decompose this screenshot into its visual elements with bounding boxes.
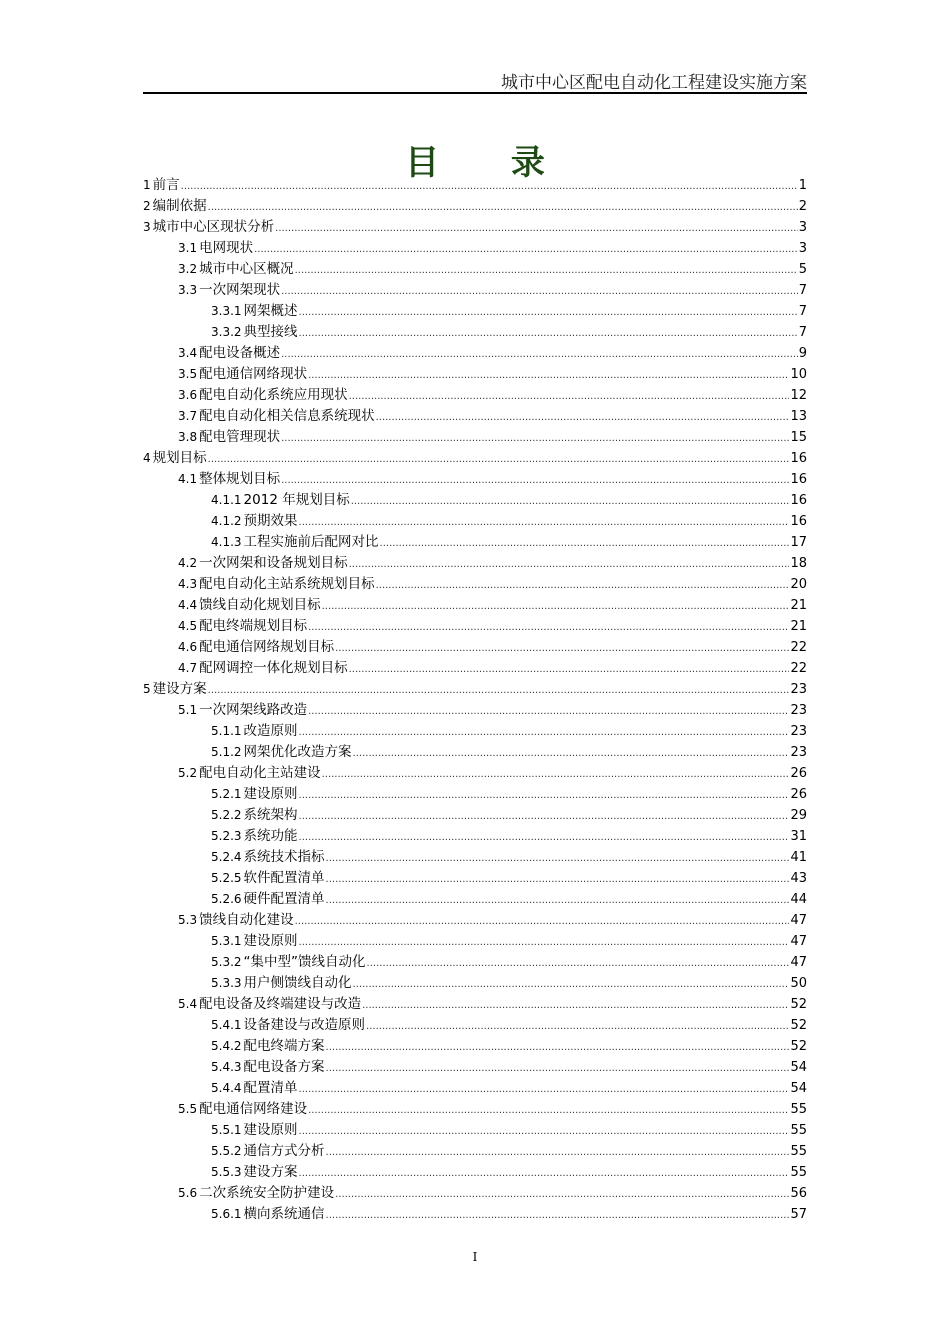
- toc-entry-title: 典型接线: [243, 324, 298, 340]
- toc-entry-title: 城市中心区现状分析: [152, 219, 275, 235]
- toc-entry-number: 5.4.1: [211, 1018, 242, 1032]
- toc-entry-page: 26: [790, 787, 807, 802]
- toc-entry-number: 3.8: [178, 430, 198, 444]
- toc-entry-number: 2: [143, 199, 151, 213]
- toc-entry-page: 7: [798, 283, 807, 298]
- toc-entry[interactable]: [143, 973, 807, 994]
- toc-entry-title: 配电通信网络现状: [199, 366, 308, 382]
- toc-entry[interactable]: [143, 532, 807, 553]
- toc-dot-leader: [308, 1100, 789, 1121]
- toc-entry-number: 5.5.2: [211, 1144, 242, 1158]
- toc-dot-leader: [353, 974, 790, 995]
- toc-entry[interactable]: [143, 364, 807, 385]
- toc-entry-number: 3.6: [178, 388, 198, 402]
- toc-entry-page: 5: [798, 262, 807, 277]
- toc-entry-title: 预期效果: [243, 513, 298, 529]
- toc-dot-leader: [299, 323, 798, 344]
- toc-entry-page: 10: [790, 367, 807, 382]
- toc-entry-number: 4.1.3: [211, 535, 242, 549]
- toc-dot-leader: [326, 1058, 790, 1079]
- toc-dot-leader: [299, 512, 790, 533]
- toc-entry-number: 5.4.4: [211, 1081, 242, 1095]
- toc-entry[interactable]: [143, 574, 807, 595]
- toc-entry-page: 29: [790, 808, 807, 823]
- toc-entry-title: 配电终端规划目标: [199, 618, 308, 634]
- toc-entry-title: 配电设备及终端建设与改造: [199, 996, 362, 1012]
- toc-entry-page: 22: [790, 640, 807, 655]
- toc-entry-number: 5.3.2: [211, 955, 242, 969]
- toc-entry[interactable]: [143, 994, 807, 1015]
- toc-entry-page: 41: [790, 850, 807, 865]
- toc-entry[interactable]: [143, 196, 807, 217]
- toc-entry[interactable]: [143, 1204, 807, 1225]
- toc-entry-page: 21: [790, 619, 807, 634]
- toc-entry-number: 5.1: [178, 703, 198, 717]
- toc-entry-number: 5: [143, 682, 151, 696]
- toc-entry-title: 工程实施前后配网对比: [243, 534, 379, 550]
- toc-entry-page: 23: [790, 745, 807, 760]
- toc-entry-page: 55: [790, 1165, 807, 1180]
- toc-entry-number: 5.2.6: [211, 892, 242, 906]
- toc-entry-title: 馈线自动化建设: [199, 912, 294, 928]
- toc-dot-leader: [335, 638, 789, 659]
- toc-entry[interactable]: [143, 1120, 807, 1141]
- toc-entry-page: 54: [790, 1081, 807, 1096]
- toc-entry[interactable]: [143, 1015, 807, 1036]
- toc-dot-leader: [353, 743, 790, 764]
- toc-entry-title: 配电终端方案: [243, 1038, 325, 1054]
- toc-entry-title: 配电通信网络规划目标: [199, 639, 335, 655]
- toc-dot-leader: [322, 596, 790, 617]
- toc-entry-number: 3.3.2: [211, 325, 242, 339]
- toc-dot-leader: [366, 1016, 789, 1037]
- toc-entry-number: 4.4: [178, 598, 198, 612]
- toc-dot-leader: [299, 1079, 790, 1100]
- toc-entry-number: 5.2.5: [211, 871, 242, 885]
- toc-entry-number: 5.1.1: [211, 724, 242, 738]
- toc-entry-title: 配电自动化主站建设: [199, 765, 321, 781]
- toc-entry-number: 5.3: [178, 913, 198, 927]
- toc-entry[interactable]: [143, 889, 807, 910]
- toc-dot-leader: [349, 554, 790, 575]
- toc-entry-number: 3.5: [178, 367, 198, 381]
- toc-entry-title: 配电设备概述: [199, 345, 281, 361]
- toc-entry[interactable]: [143, 280, 807, 301]
- toc-entry-title: 系统架构: [243, 807, 298, 823]
- toc-entry-number: 4.2: [178, 556, 198, 570]
- toc-entry[interactable]: [143, 805, 807, 826]
- table-of-contents: [143, 175, 807, 1225]
- toc-entry[interactable]: [143, 847, 807, 868]
- toc-entry-number: 5.5.3: [211, 1165, 242, 1179]
- toc-entry-title: 配电自动化系统应用现状: [199, 387, 348, 403]
- toc-dot-leader: [308, 701, 789, 722]
- toc-entry-page: 31: [790, 829, 807, 844]
- toc-entry-page: 16: [790, 451, 807, 466]
- toc-dot-leader: [326, 1037, 790, 1058]
- toc-dot-leader: [281, 281, 798, 302]
- toc-entry-page: 1: [798, 178, 807, 193]
- toc-entry[interactable]: [143, 1057, 807, 1078]
- toc-dot-leader: [349, 386, 790, 407]
- toc-entry-title: 配电自动化主站系统规划目标: [199, 576, 375, 592]
- toc-entry-page: 7: [798, 304, 807, 319]
- toc-entry[interactable]: [143, 343, 807, 364]
- toc-entry-page: 18: [790, 556, 807, 571]
- toc-dot-leader: [281, 470, 789, 491]
- toc-dot-leader: [380, 533, 790, 554]
- toc-entry-number: 5.4.3: [211, 1060, 242, 1074]
- toc-entry-page: 21: [790, 598, 807, 613]
- toc-entry-number: 5.2.1: [211, 787, 242, 801]
- toc-entry[interactable]: [143, 1162, 807, 1183]
- toc-entry-title: 系统技术指标: [243, 849, 325, 865]
- toc-entry-number: 4: [143, 451, 151, 465]
- toc-entry-page: 23: [790, 682, 807, 697]
- page-header: [143, 66, 807, 94]
- toc-entry[interactable]: [143, 469, 807, 490]
- toc-dot-leader: [376, 407, 790, 428]
- toc-entry[interactable]: [143, 322, 807, 343]
- toc-entry[interactable]: [143, 826, 807, 847]
- toc-entry-title: 用户侧馈线自动化: [243, 975, 352, 991]
- toc-entry[interactable]: [143, 763, 807, 784]
- toc-entry-page: 52: [790, 997, 807, 1012]
- toc-dot-leader: [299, 302, 798, 323]
- toc-dot-leader: [299, 722, 790, 743]
- toc-entry[interactable]: [143, 784, 807, 805]
- toc-entry[interactable]: [143, 259, 807, 280]
- toc-entry[interactable]: [143, 658, 807, 679]
- toc-entry-page: 52: [790, 1039, 807, 1054]
- toc-entry[interactable]: [143, 742, 807, 763]
- toc-dot-leader: [351, 491, 790, 512]
- toc-dot-leader: [275, 218, 798, 239]
- toc-entry-title: 网架优化改造方案: [243, 744, 352, 760]
- toc-entry-number: 5.4.2: [211, 1039, 242, 1053]
- toc-dot-leader: [281, 428, 789, 449]
- toc-entry[interactable]: [143, 721, 807, 742]
- toc-entry-title: 改造原则: [243, 723, 298, 739]
- toc-dot-leader: [326, 869, 790, 890]
- toc-entry-page: 12: [790, 388, 807, 403]
- toc-dot-leader: [208, 680, 790, 701]
- toc-entry-title: 规划目标: [152, 450, 207, 466]
- toc-entry-number: 4.1: [178, 472, 198, 486]
- toc-entry-number: 5.5.1: [211, 1123, 242, 1137]
- toc-entry[interactable]: [143, 679, 807, 700]
- toc-entry[interactable]: [143, 931, 807, 952]
- toc-entry[interactable]: [143, 385, 807, 406]
- toc-entry-page: 55: [790, 1102, 807, 1117]
- toc-entry-page: 57: [790, 1207, 807, 1222]
- toc-entry[interactable]: [143, 217, 807, 238]
- toc-entry[interactable]: [143, 448, 807, 469]
- toc-entry-number: 5.6: [178, 1186, 198, 1200]
- toc-entry-title: 2012 年规划目标: [243, 492, 350, 508]
- toc-entry-page: 55: [790, 1123, 807, 1138]
- toc-entry-title: 横向系统通信: [243, 1206, 325, 1222]
- toc-entry-title: 配网调控一体化规划目标: [199, 660, 348, 676]
- toc-entry-number: 5.3.3: [211, 976, 242, 990]
- toc-dot-leader: [299, 1163, 790, 1184]
- toc-dot-leader: [299, 806, 790, 827]
- toc-entry[interactable]: [143, 427, 807, 448]
- toc-entry-title: 配置清单: [243, 1080, 298, 1096]
- toc-entry-page: 47: [790, 934, 807, 949]
- toc-entry[interactable]: [143, 868, 807, 889]
- toc-entry-title: 电网现状: [199, 240, 254, 256]
- toc-entry-page: 44: [790, 892, 807, 907]
- toc-dot-leader: [367, 953, 790, 974]
- toc-dot-leader: [326, 848, 790, 869]
- toc-entry-title: 配电自动化相关信息系统现状: [199, 408, 375, 424]
- toc-entry[interactable]: [143, 301, 807, 322]
- toc-entry-page: 23: [790, 724, 807, 739]
- toc-dot-leader: [308, 617, 789, 638]
- toc-entry-title: 建设原则: [243, 933, 298, 949]
- toc-entry-page: 20: [790, 577, 807, 592]
- toc-entry-number: 5.5: [178, 1102, 198, 1116]
- toc-entry-page: 22: [790, 661, 807, 676]
- toc-entry-title: 硬件配置清单: [243, 891, 325, 907]
- toc-dot-leader: [299, 1121, 790, 1142]
- toc-entry-number: 4.6: [178, 640, 198, 654]
- toc-entry[interactable]: [143, 1036, 807, 1057]
- toc-entry-title: 馈线自动化规划目标: [199, 597, 321, 613]
- toc-entry-number: 3.7: [178, 409, 198, 423]
- toc-dot-leader: [335, 1184, 789, 1205]
- toc-entry-number: 5.2.3: [211, 829, 242, 843]
- toc-entry-page: 55: [790, 1144, 807, 1159]
- toc-entry-number: 5.6.1: [211, 1207, 242, 1221]
- toc-entry-page: 26: [790, 766, 807, 781]
- toc-entry-number: 4.1.2: [211, 514, 242, 528]
- toc-dot-leader: [208, 449, 790, 470]
- toc-entry-title: 前言: [152, 177, 180, 193]
- toc-entry-number: 3.3.1: [211, 304, 242, 318]
- toc-entry-number: 3.1: [178, 241, 198, 255]
- toc-entry-number: 4.3: [178, 577, 198, 591]
- toc-dot-leader: [295, 260, 798, 281]
- toc-entry-number: 1: [143, 178, 151, 192]
- toc-entry-number: 3: [143, 220, 151, 234]
- toc-dot-leader: [326, 1142, 790, 1163]
- toc-dot-leader: [299, 827, 790, 848]
- toc-entry-page: 16: [790, 493, 807, 508]
- header-title: 城市中心区配电自动化工程建设实施方案: [501, 73, 807, 93]
- toc-entry-number: 4.5: [178, 619, 198, 633]
- toc-entry-page: 43: [790, 871, 807, 886]
- toc-entry-title: “集中型”馈线自动化: [243, 954, 366, 970]
- toc-dot-leader: [299, 785, 790, 806]
- toc-entry[interactable]: [143, 1183, 807, 1204]
- toc-dot-leader: [208, 197, 798, 218]
- toc-entry[interactable]: [143, 511, 807, 532]
- toc-entry-number: 4.7: [178, 661, 198, 675]
- toc-dot-leader: [299, 932, 790, 953]
- toc-dot-leader: [254, 239, 798, 260]
- toc-entry[interactable]: [143, 406, 807, 427]
- toc-entry[interactable]: [143, 1099, 807, 1120]
- toc-entry-page: 7: [798, 325, 807, 340]
- toc-entry-number: 3.2: [178, 262, 198, 276]
- toc-entry-page: 2: [798, 199, 807, 214]
- toc-entry-title: 城市中心区概况: [199, 261, 294, 277]
- toc-dot-leader: [322, 764, 790, 785]
- toc-heading: 目 录: [405, 143, 575, 183]
- toc-entry-number: 5.2.2: [211, 808, 242, 822]
- toc-entry[interactable]: [143, 490, 807, 511]
- toc-dot-leader: [308, 365, 789, 386]
- toc-entry-page: 54: [790, 1060, 807, 1075]
- toc-entry[interactable]: [143, 553, 807, 574]
- toc-entry-page: 9: [798, 346, 807, 361]
- toc-dot-leader: [281, 344, 798, 365]
- toc-entry-page: 47: [790, 955, 807, 970]
- toc-entry[interactable]: [143, 238, 807, 259]
- toc-entry-page: 16: [790, 514, 807, 529]
- toc-entry-title: 通信方式分析: [243, 1143, 325, 1159]
- toc-entry[interactable]: [143, 1141, 807, 1162]
- toc-entry-page: 47: [790, 913, 807, 928]
- toc-dot-leader: [326, 1205, 790, 1226]
- toc-entry-page: 17: [790, 535, 807, 550]
- toc-entry-title: 配电通信网络建设: [199, 1101, 308, 1117]
- toc-entry-number: 5.2.4: [211, 850, 242, 864]
- toc-entry-page: 52: [790, 1018, 807, 1033]
- toc-entry[interactable]: [143, 175, 807, 196]
- toc-entry-title: 编制依据: [152, 198, 207, 214]
- toc-entry-number: 5.2: [178, 766, 198, 780]
- toc-entry-title: 网架概述: [243, 303, 298, 319]
- toc-entry[interactable]: [143, 616, 807, 637]
- toc-entry-page: 3: [798, 220, 807, 235]
- toc-entry-title: 设备建设与改造原则: [243, 1017, 366, 1033]
- toc-entry-title: 建设方案: [243, 1164, 298, 1180]
- toc-dot-leader: [181, 176, 798, 197]
- toc-entry-number: 3.3: [178, 283, 198, 297]
- toc-dot-leader: [295, 911, 790, 932]
- toc-entry-title: 软件配置清单: [243, 870, 325, 886]
- toc-entry-title: 建设原则: [243, 1122, 298, 1138]
- toc-entry-page: 13: [790, 409, 807, 424]
- toc-entry-page: 56: [790, 1186, 807, 1201]
- toc-entry-page: 16: [790, 472, 807, 487]
- toc-dot-leader: [362, 995, 789, 1016]
- toc-entry-title: 二次系统安全防护建设: [199, 1185, 335, 1201]
- toc-entry-title: 一次网架和设备规划目标: [199, 555, 348, 571]
- toc-entry-title: 一次网架现状: [199, 282, 281, 298]
- toc-entry[interactable]: [143, 952, 807, 973]
- toc-entry-title: 整体规划目标: [199, 471, 281, 487]
- toc-entry-page: 23: [790, 703, 807, 718]
- toc-entry-page: 50: [790, 976, 807, 991]
- toc-entry[interactable]: [143, 595, 807, 616]
- toc-entry-number: 5.4: [178, 997, 198, 1011]
- toc-entry-number: 3.4: [178, 346, 198, 360]
- toc-entry[interactable]: [143, 910, 807, 931]
- toc-entry-page: 3: [798, 241, 807, 256]
- toc-dot-leader: [326, 890, 790, 911]
- toc-entry-number: 4.1.1: [211, 493, 242, 507]
- toc-entry-number: 5.1.2: [211, 745, 242, 759]
- toc-entry-title: 配电管理现状: [199, 429, 281, 445]
- toc-dot-leader: [349, 659, 790, 680]
- toc-entry-title: 配电设备方案: [243, 1059, 325, 1075]
- toc-entry[interactable]: [143, 1078, 807, 1099]
- toc-entry-title: 系统功能: [243, 828, 298, 844]
- toc-entry[interactable]: [143, 637, 807, 658]
- page-number: I: [472, 1250, 478, 1264]
- toc-entry-title: 建设方案: [152, 681, 207, 697]
- toc-entry[interactable]: [143, 700, 807, 721]
- toc-entry-number: 5.3.1: [211, 934, 242, 948]
- toc-entry-page: 15: [790, 430, 807, 445]
- toc-entry-title: 一次网架线路改造: [199, 702, 308, 718]
- toc-dot-leader: [376, 575, 790, 596]
- toc-entry-title: 建设原则: [243, 786, 298, 802]
